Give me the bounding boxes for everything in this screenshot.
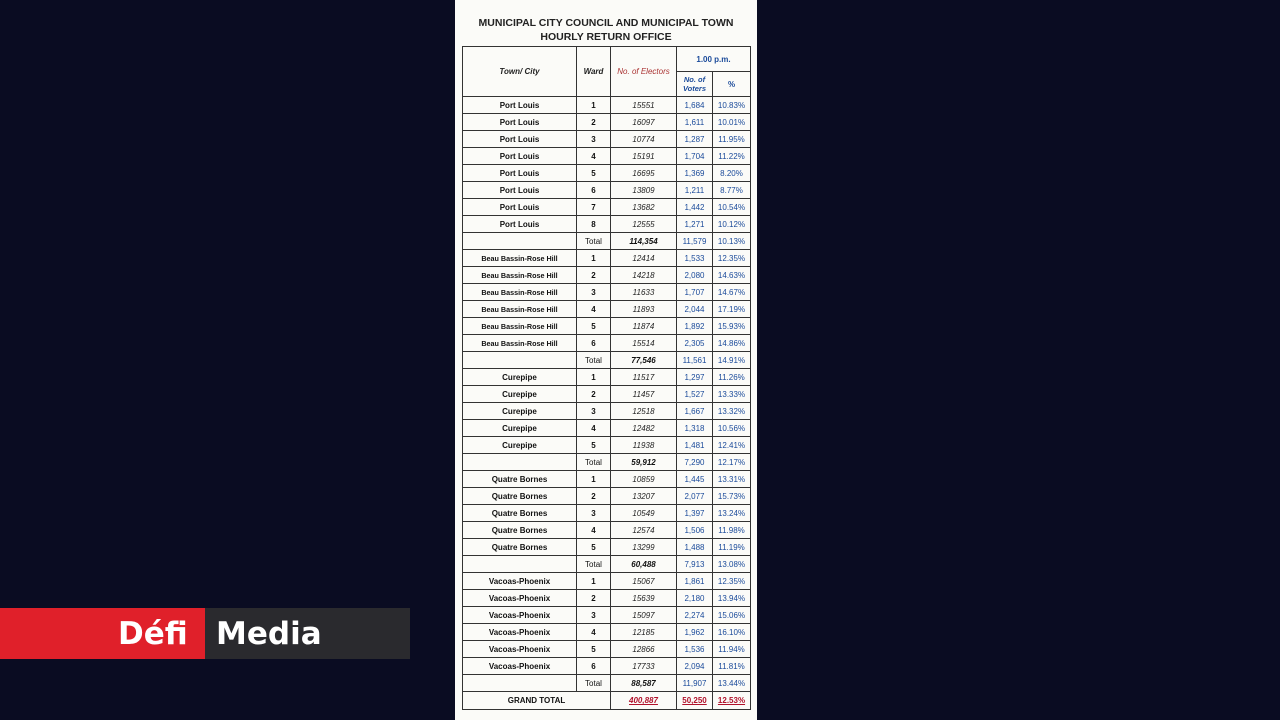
grand-total-row — [463, 692, 751, 710]
percent-cell: 11.22% — [713, 148, 751, 165]
voters-cell: 2,080 — [677, 267, 713, 284]
ward-cell: 3 — [577, 607, 611, 624]
percent-cell: 11.94% — [713, 641, 751, 658]
table-row — [463, 590, 751, 607]
ward-cell: 1 — [577, 471, 611, 488]
percent-cell: 13.08% — [713, 556, 751, 573]
ward-cell: 2 — [577, 114, 611, 131]
percent-cell: 15.73% — [713, 488, 751, 505]
voters-cell: 2,305 — [677, 335, 713, 352]
town-cell: Port Louis — [463, 148, 577, 165]
ward-cell: 1 — [577, 573, 611, 590]
town-cell-empty — [463, 675, 577, 692]
percent-cell: 11.26% — [713, 369, 751, 386]
table-row — [463, 250, 751, 267]
header-time: 1.00 p.m. — [677, 47, 751, 72]
ward-cell: 1 — [577, 250, 611, 267]
table-row — [463, 369, 751, 386]
ward-cell: 4 — [577, 148, 611, 165]
electors-cell: 11517 — [611, 369, 677, 386]
table-row — [463, 488, 751, 505]
grand-total-label: GRAND TOTAL — [463, 692, 611, 710]
electors-cell: 16695 — [611, 165, 677, 182]
town-cell: Vacoas-Phoenix — [463, 658, 577, 675]
voters-cell: 1,533 — [677, 250, 713, 267]
ward-cell: 3 — [577, 284, 611, 301]
electors-cell: 10774 — [611, 131, 677, 148]
percent-cell: 17.19% — [713, 301, 751, 318]
total-electors: 77,546 — [611, 352, 677, 369]
town-cell-empty — [463, 352, 577, 369]
town-cell: Port Louis — [463, 216, 577, 233]
electors-cell: 12482 — [611, 420, 677, 437]
table-row — [463, 505, 751, 522]
ward-cell: 6 — [577, 335, 611, 352]
voters-cell: 1,527 — [677, 386, 713, 403]
ward-cell: 4 — [577, 301, 611, 318]
header-electors: No. of Electors — [611, 47, 677, 97]
percent-cell: 10.01% — [713, 114, 751, 131]
ward-cell: 1 — [577, 97, 611, 114]
electors-cell: 15191 — [611, 148, 677, 165]
voters-cell: 1,861 — [677, 573, 713, 590]
header-percent: % — [713, 72, 751, 97]
town-cell: Quatre Bornes — [463, 539, 577, 556]
town-cell: Port Louis — [463, 131, 577, 148]
voters-cell: 1,369 — [677, 165, 713, 182]
total-label: Total — [577, 352, 611, 369]
town-cell: Beau Bassin-Rose Hill — [463, 284, 577, 301]
header-ward: Ward — [577, 47, 611, 97]
town-cell: Quatre Bornes — [463, 522, 577, 539]
table-row — [463, 437, 751, 454]
returns-table — [462, 46, 751, 710]
percent-cell: 12.35% — [713, 250, 751, 267]
voters-cell: 1,397 — [677, 505, 713, 522]
ward-cell: 5 — [577, 641, 611, 658]
voters-cell: 2,077 — [677, 488, 713, 505]
table-row — [463, 216, 751, 233]
table-row — [463, 301, 751, 318]
ward-cell: 3 — [577, 403, 611, 420]
town-cell: Port Louis — [463, 114, 577, 131]
voters-cell: 1,271 — [677, 216, 713, 233]
town-cell: Vacoas-Phoenix — [463, 624, 577, 641]
table-row — [463, 641, 751, 658]
electors-cell: 13682 — [611, 199, 677, 216]
percent-cell: 10.56% — [713, 420, 751, 437]
town-cell-empty — [463, 556, 577, 573]
voters-cell: 2,094 — [677, 658, 713, 675]
ward-cell: 1 — [577, 369, 611, 386]
town-cell: Quatre Bornes — [463, 471, 577, 488]
voters-cell: 1,536 — [677, 641, 713, 658]
town-cell: Beau Bassin-Rose Hill — [463, 301, 577, 318]
voters-cell: 1,488 — [677, 539, 713, 556]
town-cell: Curepipe — [463, 420, 577, 437]
percent-cell: 16.10% — [713, 624, 751, 641]
electors-cell: 15067 — [611, 573, 677, 590]
ward-cell: 4 — [577, 522, 611, 539]
header-voters: No. of Voters — [677, 72, 713, 97]
voters-cell: 1,707 — [677, 284, 713, 301]
table-row — [463, 471, 751, 488]
percent-cell: 12.35% — [713, 573, 751, 590]
percent-cell: 13.33% — [713, 386, 751, 403]
document-subtitle: HOURLY RETURN OFFICE — [540, 31, 672, 43]
town-cell: Vacoas-Phoenix — [463, 573, 577, 590]
town-cell: Curepipe — [463, 386, 577, 403]
electors-cell: 10549 — [611, 505, 677, 522]
town-cell: Beau Bassin-Rose Hill — [463, 335, 577, 352]
total-label: Total — [577, 556, 611, 573]
voters-cell: 7,913 — [677, 556, 713, 573]
table-row — [463, 420, 751, 437]
voters-cell: 2,044 — [677, 301, 713, 318]
electors-cell: 12185 — [611, 624, 677, 641]
ward-cell: 5 — [577, 539, 611, 556]
percent-cell: 10.12% — [713, 216, 751, 233]
town-cell: Curepipe — [463, 437, 577, 454]
ward-cell: 5 — [577, 165, 611, 182]
electors-cell: 15514 — [611, 335, 677, 352]
return-sheet — [455, 0, 757, 720]
electors-cell: 11874 — [611, 318, 677, 335]
ward-cell: 7 — [577, 199, 611, 216]
total-row — [463, 352, 751, 369]
total-label: Total — [577, 454, 611, 471]
town-cell: Curepipe — [463, 369, 577, 386]
town-cell: Vacoas-Phoenix — [463, 641, 577, 658]
voters-cell: 1,667 — [677, 403, 713, 420]
percent-cell: 11.81% — [713, 658, 751, 675]
total-row — [463, 233, 751, 250]
ward-cell: 2 — [577, 267, 611, 284]
ward-cell: 2 — [577, 386, 611, 403]
percent-cell: 14.91% — [713, 352, 751, 369]
table-row — [463, 165, 751, 182]
total-row — [463, 556, 751, 573]
table-row — [463, 318, 751, 335]
percent-cell: 13.24% — [713, 505, 751, 522]
total-electors: 114,354 — [611, 233, 677, 250]
voters-cell: 1,442 — [677, 199, 713, 216]
electors-cell: 12518 — [611, 403, 677, 420]
ward-cell: 4 — [577, 420, 611, 437]
voters-cell: 1,892 — [677, 318, 713, 335]
percent-cell: 12.17% — [713, 454, 751, 471]
document-title: MUNICIPAL CITY COUNCIL AND MUNICIPAL TOWN — [478, 17, 734, 29]
electors-cell: 12866 — [611, 641, 677, 658]
electors-cell: 13207 — [611, 488, 677, 505]
defi-media-logo — [0, 608, 410, 659]
percent-cell: 11.98% — [713, 522, 751, 539]
ward-cell: 5 — [577, 318, 611, 335]
voters-cell: 1,506 — [677, 522, 713, 539]
electors-cell: 10859 — [611, 471, 677, 488]
percent-cell: 13.32% — [713, 403, 751, 420]
table-row — [463, 131, 751, 148]
grand-total-electors: 400,887 — [611, 692, 677, 710]
voters-cell: 1,445 — [677, 471, 713, 488]
percent-cell: 14.86% — [713, 335, 751, 352]
electors-cell: 11457 — [611, 386, 677, 403]
electors-cell: 16097 — [611, 114, 677, 131]
total-row — [463, 454, 751, 471]
grand-total-voters: 50,250 — [677, 692, 713, 710]
ward-cell: 4 — [577, 624, 611, 641]
table-row — [463, 403, 751, 420]
voters-cell: 11,561 — [677, 352, 713, 369]
percent-cell: 8.77% — [713, 182, 751, 199]
town-cell: Beau Bassin-Rose Hill — [463, 318, 577, 335]
voters-cell: 1,481 — [677, 437, 713, 454]
town-cell: Beau Bassin-Rose Hill — [463, 250, 577, 267]
town-cell: Vacoas-Phoenix — [463, 607, 577, 624]
voters-cell: 1,297 — [677, 369, 713, 386]
percent-cell: 14.67% — [713, 284, 751, 301]
electors-cell: 13809 — [611, 182, 677, 199]
electors-cell: 15639 — [611, 590, 677, 607]
percent-cell: 15.93% — [713, 318, 751, 335]
town-cell: Curepipe — [463, 403, 577, 420]
percent-cell: 13.44% — [713, 675, 751, 692]
town-cell: Port Louis — [463, 199, 577, 216]
table-row — [463, 148, 751, 165]
table-row — [463, 522, 751, 539]
town-cell-empty — [463, 454, 577, 471]
ward-cell: 6 — [577, 658, 611, 675]
percent-cell: 8.20% — [713, 165, 751, 182]
total-label: Total — [577, 675, 611, 692]
electors-cell: 12414 — [611, 250, 677, 267]
table-row — [463, 114, 751, 131]
total-label: Total — [577, 233, 611, 250]
voters-cell: 1,684 — [677, 97, 713, 114]
electors-cell: 14218 — [611, 267, 677, 284]
table-row — [463, 539, 751, 556]
grand-total-percent: 12.53% — [713, 692, 751, 710]
percent-cell: 15.06% — [713, 607, 751, 624]
electors-cell: 17733 — [611, 658, 677, 675]
electors-cell: 11938 — [611, 437, 677, 454]
table-row — [463, 267, 751, 284]
town-cell: Vacoas-Phoenix — [463, 590, 577, 607]
header-town: Town/ City — [463, 47, 577, 97]
voters-cell: 1,318 — [677, 420, 713, 437]
electors-cell: 15097 — [611, 607, 677, 624]
town-cell: Quatre Bornes — [463, 505, 577, 522]
percent-cell: 12.41% — [713, 437, 751, 454]
table-row — [463, 658, 751, 675]
ward-cell: 5 — [577, 437, 611, 454]
total-electors: 88,587 — [611, 675, 677, 692]
voters-cell: 1,704 — [677, 148, 713, 165]
percent-cell: 13.31% — [713, 471, 751, 488]
voters-cell: 1,211 — [677, 182, 713, 199]
voters-cell: 2,274 — [677, 607, 713, 624]
town-cell: Beau Bassin-Rose Hill — [463, 267, 577, 284]
voters-cell: 1,962 — [677, 624, 713, 641]
ward-cell: 8 — [577, 216, 611, 233]
percent-cell: 14.63% — [713, 267, 751, 284]
electors-cell: 12574 — [611, 522, 677, 539]
table-row — [463, 199, 751, 216]
ward-cell: 2 — [577, 590, 611, 607]
electors-cell: 12555 — [611, 216, 677, 233]
table-row — [463, 284, 751, 301]
voters-cell: 1,611 — [677, 114, 713, 131]
town-cell: Quatre Bornes — [463, 488, 577, 505]
logo-text-defi: Défi — [118, 616, 188, 652]
percent-cell: 11.95% — [713, 131, 751, 148]
electors-cell: 11893 — [611, 301, 677, 318]
total-electors: 60,488 — [611, 556, 677, 573]
table-body — [463, 97, 751, 692]
table-row — [463, 335, 751, 352]
percent-cell: 13.94% — [713, 590, 751, 607]
logo-text-media: Media — [216, 616, 322, 652]
total-electors: 59,912 — [611, 454, 677, 471]
table-row — [463, 607, 751, 624]
electors-cell: 13299 — [611, 539, 677, 556]
percent-cell: 10.13% — [713, 233, 751, 250]
table-row — [463, 182, 751, 199]
electors-cell: 11633 — [611, 284, 677, 301]
table-row — [463, 386, 751, 403]
voters-cell: 1,287 — [677, 131, 713, 148]
town-cell-empty — [463, 233, 577, 250]
table-row — [463, 97, 751, 114]
town-cell: Port Louis — [463, 165, 577, 182]
ward-cell: 2 — [577, 488, 611, 505]
voters-cell: 2,180 — [677, 590, 713, 607]
town-cell: Port Louis — [463, 97, 577, 114]
voters-cell: 11,907 — [677, 675, 713, 692]
percent-cell: 11.19% — [713, 539, 751, 556]
ward-cell: 6 — [577, 182, 611, 199]
table-row — [463, 624, 751, 641]
voters-cell: 7,290 — [677, 454, 713, 471]
percent-cell: 10.54% — [713, 199, 751, 216]
town-cell: Port Louis — [463, 182, 577, 199]
electors-cell: 15551 — [611, 97, 677, 114]
ward-cell: 3 — [577, 505, 611, 522]
ward-cell: 3 — [577, 131, 611, 148]
total-row — [463, 675, 751, 692]
percent-cell: 10.83% — [713, 97, 751, 114]
voters-cell: 11,579 — [677, 233, 713, 250]
table-row — [463, 573, 751, 590]
